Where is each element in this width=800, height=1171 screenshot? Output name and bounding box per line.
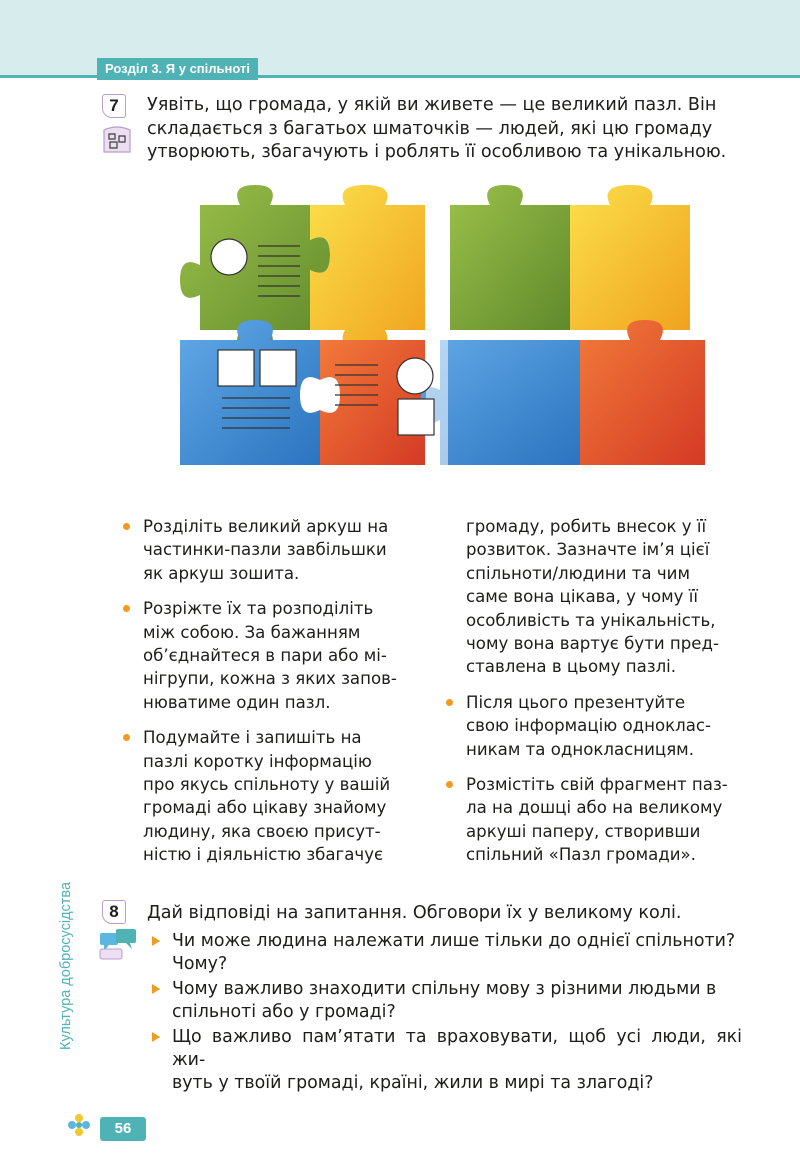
photo-circle (211, 239, 247, 275)
flower-icon (66, 1112, 92, 1138)
task8-questions (172, 930, 742, 1097)
triangle-bullet-icon (152, 984, 160, 994)
bullet-dot (123, 523, 130, 530)
photo-square (260, 350, 296, 386)
bullet-dot (123, 734, 130, 741)
bullet-dot (446, 781, 453, 788)
list-item: Розріжте їх та розподіліть між собою. За бажанням об’єднайтеся в пари або мі- нігрупи, кожна з яких запов- нюватиме один пазл. (143, 597, 415, 714)
question-item: Чи може людина належати лише тільки до однієї спільноти? Чому? (172, 930, 742, 976)
section-label: Розділ 3. Я у спільноті (97, 58, 258, 80)
list-item: Розділіть великий аркуш на частинки-пазли завбільшки як аркуш зошита. (143, 515, 415, 585)
instructions-left-column (143, 515, 415, 879)
intro-line: Уявіть, що громада, у якій ви живете — це великий пазл. Він (147, 95, 717, 115)
page-number: 56 (100, 1117, 146, 1141)
puzzle-piece-yellow-2 (570, 185, 690, 330)
instructions-right-column (466, 515, 738, 879)
task-number-8: 8 (102, 900, 126, 924)
list-item: громаду, робить внесок у її розвиток. Зазначте ім’я цієї спільноти/людини та чим саме вона цікава, у чому її особливість та унікальність, чому вона вартує бути пред- ставлена в цьому пазлі. (466, 517, 719, 677)
task-number-7: 7 (102, 94, 126, 118)
puzzle-piece-red-2 (580, 320, 705, 465)
intro-line: утворюють, збагачують і роблять її особливою та унікальною. (147, 142, 727, 162)
intro-line: складається з багатьох шматочків — людей, які цю громаду (147, 118, 713, 139)
side-label: Культура добросусідства (58, 881, 74, 1050)
photo-square (398, 399, 434, 435)
task7-intro (147, 94, 747, 165)
triangle-bullet-icon (152, 1032, 160, 1042)
puzzle-hands-icon (100, 122, 134, 156)
photo-square (218, 350, 254, 386)
speech-bubbles-icon (98, 927, 140, 961)
list-item: Після цього презентуйте свою інформацію однoклас- никам та однокласницям. (466, 691, 738, 761)
question-item: Чому важливо знаходити спільну мову з різними людьми в спільноті або у громаді? (172, 978, 742, 1024)
triangle-bullet-icon (152, 936, 160, 946)
question-item: Що важливо пам’ятати та враховувати, щоб усі люди, які жи- вуть у твоїй громаді, країні, жили в мирі та злагоді? (172, 1026, 742, 1095)
photo-circle (397, 358, 433, 394)
list-item: Подумайте і запишіть на пазлі коротку інформацію про якусь спільноту у вашій громаді або цікаву знайому людину, яка своєю присут- ністю і діяльністю збагачує (143, 726, 415, 866)
puzzle-illustration (160, 180, 720, 485)
puzzle-piece-green-2 (450, 185, 570, 330)
puzzle-piece-blue (180, 320, 320, 465)
bullet-dot (446, 699, 453, 706)
list-item: Розмістіть свій фрагмент паз- ла на дошці або на великому аркуші паперу, створивши спільний «Пазл громади». (466, 773, 738, 867)
task8-title: Дай відповіді на запитання. Обговори їх у великому колі. (147, 903, 682, 923)
bullet-dot (123, 605, 130, 612)
